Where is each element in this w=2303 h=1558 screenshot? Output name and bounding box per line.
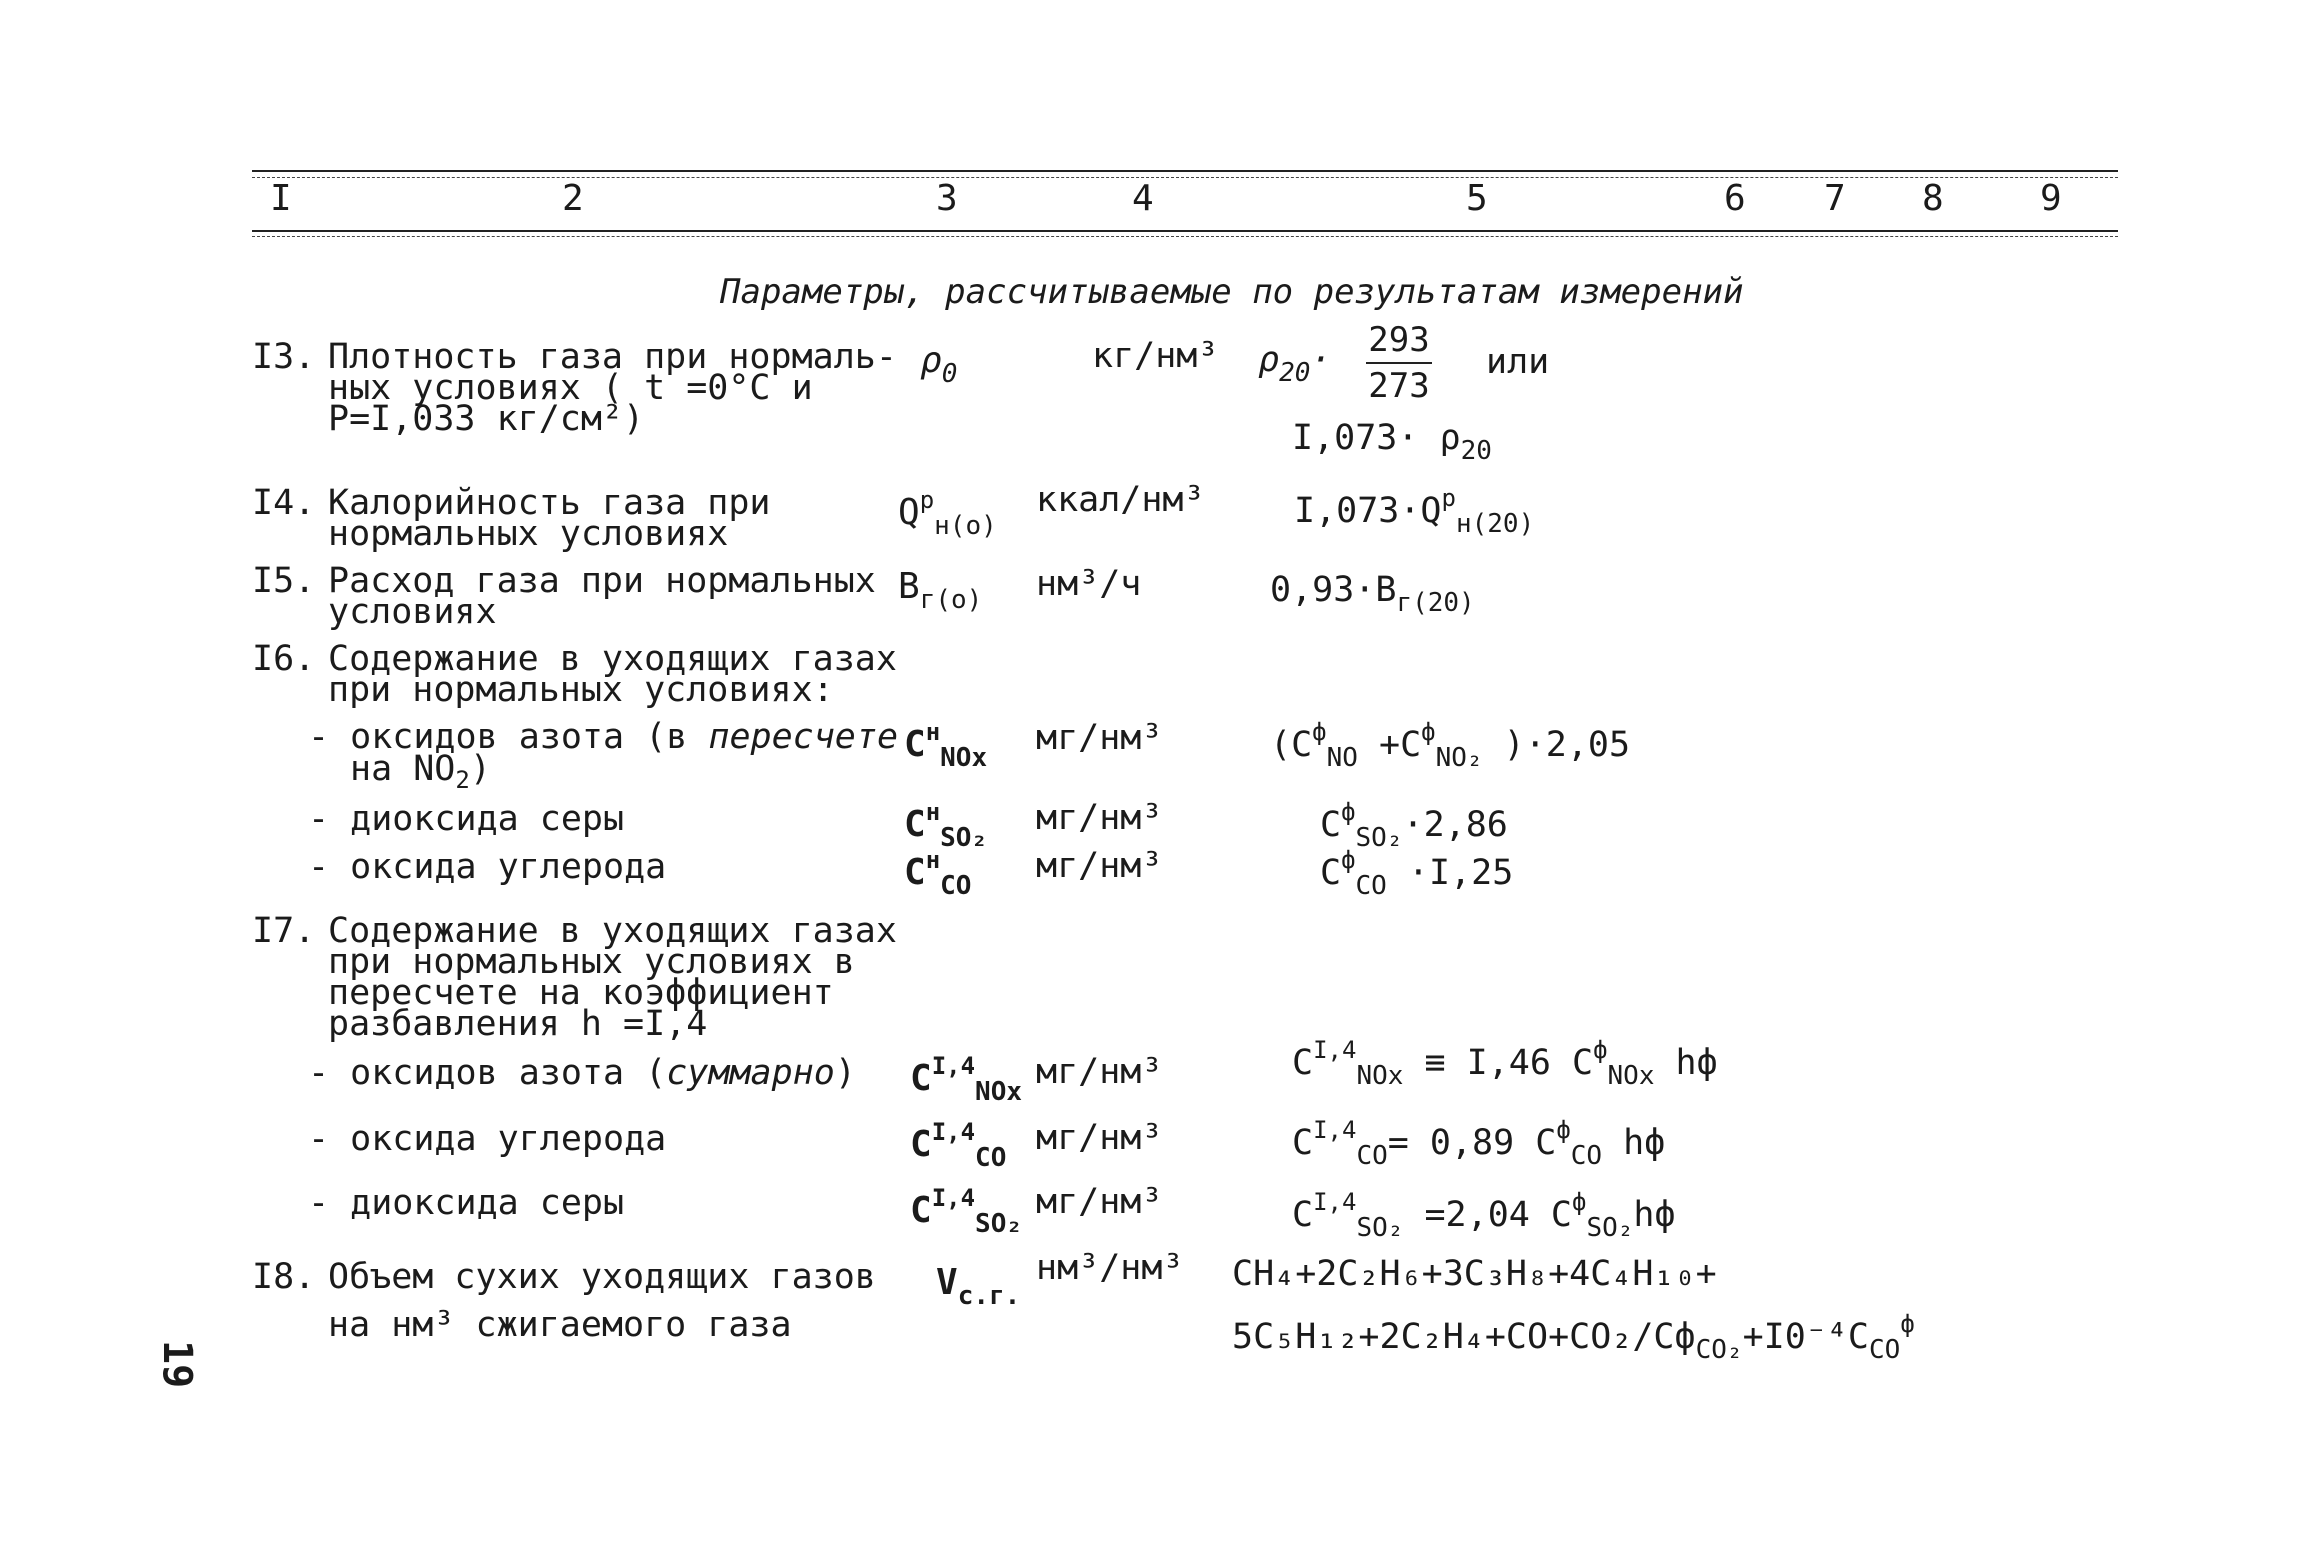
list-item-unit: мг/нм³: [1036, 718, 1163, 758]
row-number: I4.: [252, 483, 316, 523]
row-description-line: при нормальных условиях:: [328, 670, 834, 710]
row-description-line: условиях: [328, 592, 497, 632]
column-header-8: 8: [1922, 178, 1944, 219]
header-top-rule: [252, 170, 2118, 172]
list-item-unit: мг/нм³: [1036, 1118, 1163, 1158]
row-description-line: разбавления h =I,4: [328, 1004, 708, 1044]
list-item-symbol: $C^н_{SO_2}$: [904, 798, 988, 853]
list-item-label: - оксида углерода: [308, 1119, 667, 1159]
row-description-line: Плотность газа при нормаль-: [328, 337, 897, 377]
column-header-4: 4: [1132, 178, 1154, 219]
header-bottom-rule-secondary: [252, 236, 2118, 237]
list-item-label: - диоксида серы: [308, 799, 625, 839]
fraction-denominator: 273: [1368, 366, 1430, 406]
row-description-line: пересчете на коэффициент: [328, 973, 834, 1013]
row-number: I6.: [252, 639, 316, 679]
row-symbol: $V_{с.г.}$: [936, 1262, 1021, 1311]
row-number: I3.: [252, 337, 316, 377]
row-formula-line1: CH₄+2C₂H₆+3C₃H₈+4C₄H₁₀+: [1232, 1254, 1717, 1294]
list-item-unit: мг/нм³: [1036, 798, 1163, 838]
row-or-word: или: [1486, 342, 1550, 382]
list-item-formula: $C^{I,4}_{SO_2} =2,04$ $C^ф_{SO_2}hф$: [1292, 1188, 1676, 1243]
column-header-3: 3: [936, 178, 958, 219]
row-number: I5.: [252, 561, 316, 601]
list-item-symbol: $C^{I,4}_{NOx}$: [910, 1052, 1023, 1107]
list-item-unit: мг/нм³: [1036, 1182, 1163, 1222]
row-description-line: при нормальных условиях в: [328, 942, 855, 982]
list-item-label: - оксидов азота (в пересчете: [308, 717, 899, 757]
section-title: Параметры, рассчитываемые по результатам измерений: [720, 272, 1744, 312]
row-formula-density: $\rho_{20}\cdot$: [1258, 340, 1332, 388]
list-item-symbol: $C^н_{CO}$: [904, 846, 972, 901]
column-header-5: 5: [1466, 178, 1488, 219]
list-item-label: - оксида углерода: [308, 847, 667, 887]
header-bottom-rule: [252, 230, 2118, 232]
fraction-bar: [1366, 362, 1432, 364]
column-header-1: I: [270, 178, 292, 219]
column-header-2: 2: [562, 178, 584, 219]
list-item-formula: $C^ф_{SO_2}\cdot 2,86$: [1320, 798, 1508, 853]
list-item-formula: $C^{I,4}_{NOx} \equiv I,46$ $C^ф_{NOx}$ hф: [1292, 1036, 1718, 1091]
row-unit: кг/нм³: [1092, 336, 1219, 376]
list-item-formula: $C^{I,4}_{CO}= 0,89$ $C^ф_{CO}$ hф: [1292, 1116, 1666, 1171]
row-unit: нм³/нм³: [1036, 1248, 1184, 1288]
column-header-9: 9: [2040, 178, 2062, 219]
row-formula-line2: $5C_5H_{12}+2C_2H_4+CO+CO_2/Cф_{CO_2}+I0^{-4}C_{CO}^ф$: [1232, 1310, 1915, 1365]
list-item-formula: $C^ф_{CO} \cdot I,25$: [1320, 846, 1514, 901]
row-description-line: Р=I,033 кг/см²): [328, 399, 645, 439]
list-item-formula: ($C^ф_{NO} +C^ф_{NO_2}$ )·2,05: [1270, 718, 1631, 773]
row-number: I8.: [252, 1257, 316, 1297]
fraction-numerator: 293: [1368, 320, 1430, 360]
row-description-line: Содержание в уходящих газах: [328, 639, 897, 679]
row-formula: $0,93\cdot B_{г(20)}$: [1270, 570, 1475, 618]
list-item-symbol: $C^{I,4}_{SO_2}$: [910, 1184, 1023, 1239]
list-item-label-line2: на $NO_2$): [350, 749, 491, 794]
row-unit: ккал/нм³: [1036, 480, 1205, 520]
column-header-7: 7: [1824, 178, 1846, 219]
row-symbol: $Q^р_{н(о)}$: [898, 486, 997, 541]
row-description-line: Калорийность газа при: [328, 483, 771, 523]
page-number: 19: [154, 1340, 200, 1389]
list-item-symbol: $C^н_{NOx}$: [904, 718, 988, 773]
row-symbol: $\rho_0$: [920, 340, 958, 389]
row-description-line: Объем сухих уходящих газов: [328, 1257, 876, 1297]
list-item-label: - оксидов азота (суммарно): [308, 1053, 856, 1093]
row-description-line: Расход газа при нормальных: [328, 561, 876, 601]
row-description-line: нормальных условиях: [328, 514, 729, 554]
row-description-line: Содержание в уходящих газах: [328, 911, 897, 951]
row-description-line: ных условиях ( t =0°C и: [328, 368, 813, 408]
row-formula: $I,073\cdot Q^р_{н(20)}$: [1294, 484, 1535, 539]
row-unit: нм³/ч: [1036, 564, 1142, 604]
list-item-symbol: $C^{I,4}_{CO}$: [910, 1118, 1007, 1173]
column-header-6: 6: [1724, 178, 1746, 219]
row-formula-alt: $I,073\cdot \rho_{20}$: [1292, 418, 1492, 466]
list-item-label: - диоксида серы: [308, 1183, 625, 1223]
row-number: I7.: [252, 911, 316, 951]
row-description-line: на нм³ сжигаемого газа: [328, 1305, 792, 1345]
row-symbol: $B_{г(о)}$: [898, 566, 983, 615]
list-item-unit: мг/нм³: [1036, 846, 1163, 886]
list-item-unit: мг/нм³: [1036, 1052, 1163, 1092]
row-fraction: [1366, 320, 1432, 406]
